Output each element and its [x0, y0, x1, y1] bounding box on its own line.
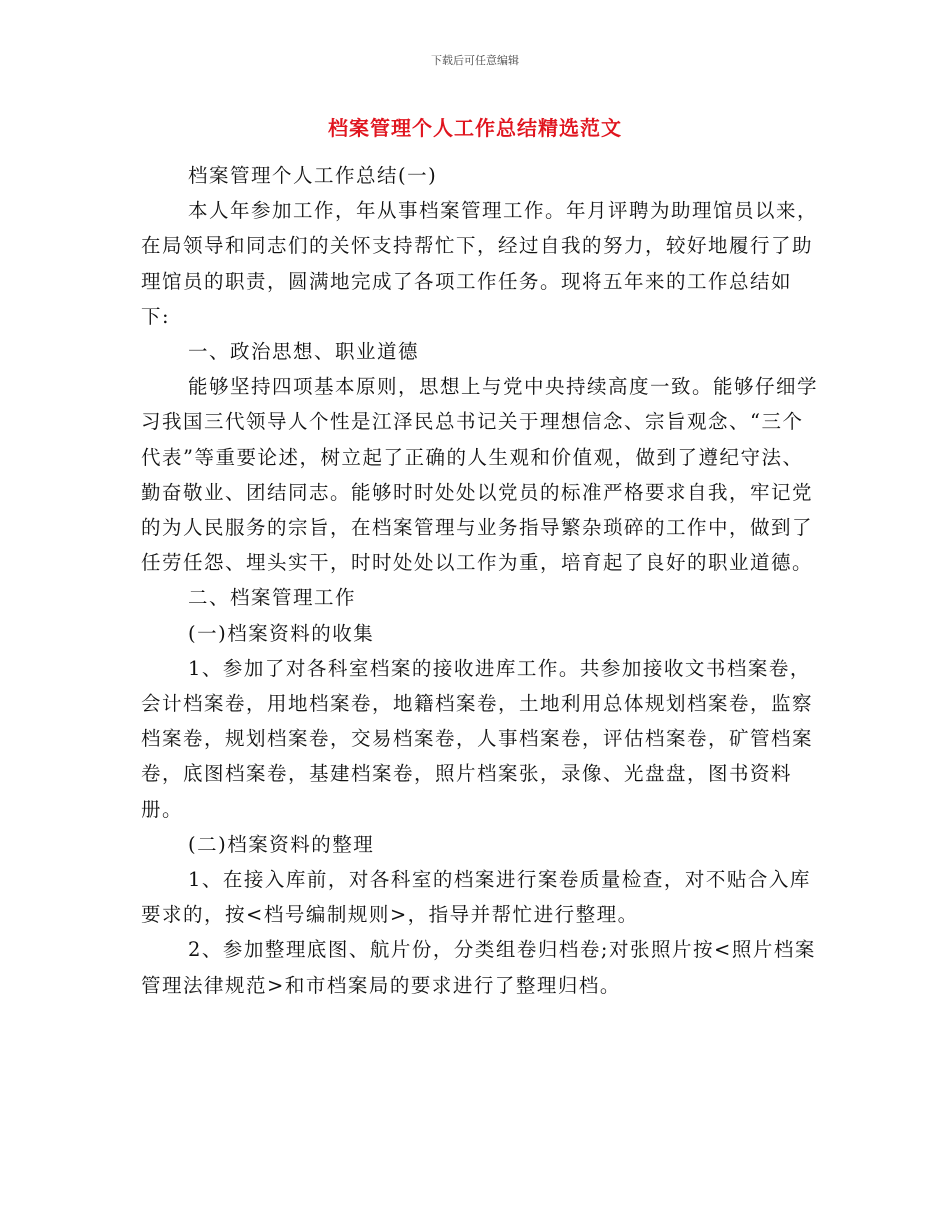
- body-paragraph: 1、参加了对各科室档案的接收进库工作。共参加接收文书档案卷，会计档案卷，用地档案卷，地籍档案卷，土地利用总体规划档案卷，监察档案卷，规划档案卷，交易档案卷，人事档案卷，评估档案卷，矿管档案卷，底图档案卷，基建档案卷，照片档案张，录像、光盘盘，图书资料册。: [141, 656, 814, 821]
- document-title: 档案管理个人工作总结精选范文: [328, 116, 622, 140]
- document-body: [141, 158, 821, 1003]
- section-heading: 一、政治思想、职业道德: [188, 340, 420, 364]
- section-heading: 二、档案管理工作: [188, 586, 357, 610]
- body-paragraph: 本人年参加工作，年从事档案管理工作。年月评聘为助理馆员以来，在局领导和同志们的关怀支持帮忙下，经过自我的努力，较好地履行了助理馆员的职责，圆满地完成了各项工作任务。现将五年来的工作总结如下:: [141, 199, 819, 328]
- body-paragraph: 2、参加整理底图、航片份，分类组卷归档卷;对张照片按<照片档案管理法律规范>和市档案局的要求进行了整理归档。: [141, 938, 816, 997]
- body-paragraph: 1、在接入库前，对各科室的档案进行案卷质量检查，对不贴合入库要求的，按<档号编制规则>，指导并帮忙进行整理。: [141, 868, 811, 927]
- body-paragraph: 能够坚持四项基本原则，思想上与党中央持续高度一致。能够仔细学习我国三代领导人个性是江泽民总书记关于理想信念、宗旨观念、“三个代表”等重要论述，树立起了正确的人生观和价值观，做到了遵纪守法、勤奋敬业、团结同志。能够时时处处以党员的标准严格要求自我，牢记党的为人民服务的宗旨，在档案管理与业务指导繁杂琐碎的工作中，做到了任劳任怨、埋头实干，时时处处以工作为重，培育起了良好的职业道德。: [141, 375, 819, 575]
- subsection-heading: (二)档案资料的整理: [188, 832, 375, 856]
- header-note: 下载后可任意编辑: [431, 54, 519, 67]
- subsection-heading: (一)档案资料的收集: [188, 621, 375, 645]
- section-heading: 档案管理个人工作总结(一): [188, 164, 438, 187]
